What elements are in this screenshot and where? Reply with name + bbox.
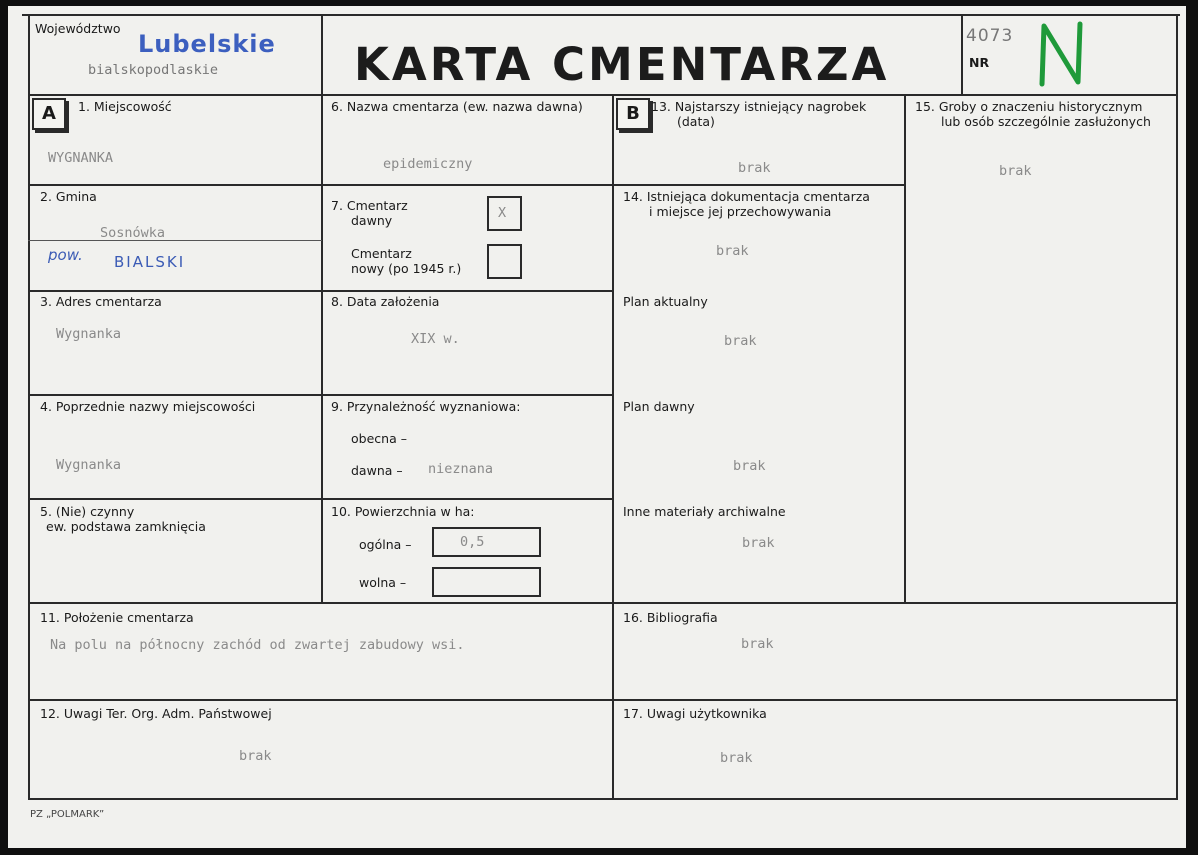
field-10-wolna: wolna – — [359, 575, 407, 590]
line — [28, 798, 1178, 800]
checkbox-dawny-mark: X — [498, 205, 507, 221]
handwritten-pow: pow. — [48, 246, 83, 264]
cemetery-card — [8, 6, 1186, 848]
plan-dawny-label: Plan dawny — [623, 399, 695, 414]
field-10-ogolna: ogólna – — [359, 537, 412, 552]
field-14-label: 14. Istniejąca dokumentacja cmentarza — [623, 189, 870, 204]
field-4-value: Wygnanka — [56, 457, 122, 473]
line — [22, 14, 1180, 16]
field-15-value: brak — [999, 163, 1032, 179]
field-1-value: WYGNANKA — [48, 150, 114, 166]
field-8-value: XIX w. — [411, 331, 460, 347]
field-5-label: 5. (Nie) czynny — [40, 504, 135, 519]
field-11-label: 11. Położenie cmentarza — [40, 610, 194, 625]
line — [321, 394, 613, 396]
section-b-badge: B — [616, 98, 650, 130]
plan-aktualny-label: Plan aktualny — [623, 294, 708, 309]
page-title: KARTA CMENTARZA — [354, 38, 890, 91]
line — [28, 94, 1178, 96]
field-1-label: 1. Miejscowość — [78, 99, 172, 114]
checkbox-nowy — [487, 244, 522, 279]
field-2-label: 2. Gmina — [40, 189, 97, 204]
wojewodztwo-label: Województwo — [35, 21, 121, 36]
green-marker-n — [1036, 20, 1086, 88]
nr-pencil: 4073 — [966, 26, 1014, 46]
printer-imprint: PZ „POLMARK” — [30, 809, 105, 820]
wojewodztwo-value: bialskopodlaskie — [88, 62, 219, 78]
field-6-value: epidemiczny — [383, 156, 473, 172]
province-stamp: Lubelskie — [138, 30, 276, 58]
wolna-box — [432, 567, 541, 597]
field-14-value: brak — [716, 243, 749, 259]
field-16-label: 16. Bibliografia — [623, 610, 718, 625]
handwritten-bialski: BIALSKI — [114, 253, 186, 271]
field-9-dawna: dawna – — [351, 463, 403, 478]
field-7-nowy: nowy (po 1945 r.) — [351, 261, 462, 276]
field-13-value: brak — [738, 160, 771, 176]
section-a-badge: A — [32, 98, 66, 130]
line — [28, 240, 322, 241]
line — [28, 14, 30, 800]
field-9-obecna: obecna – — [351, 431, 407, 446]
field-7-cmentarz: Cmentarz — [351, 246, 412, 261]
field-12-value: brak — [239, 748, 272, 764]
field-10-label: 10. Powierzchnia w ha: — [331, 504, 475, 519]
field-3-label: 3. Adres cmentarza — [40, 294, 162, 309]
field-5-sublabel: ew. podstawa zamknięcia — [46, 519, 206, 534]
field-17-label: 17. Uwagi użytkownika — [623, 706, 767, 721]
field-7-label: 7. Cmentarz — [331, 198, 408, 213]
ogolna-box — [432, 527, 541, 557]
field-6-label: 6. Nazwa cmentarza (ew. nazwa dawna) — [331, 99, 583, 114]
line — [28, 184, 322, 186]
field-16-value: brak — [741, 636, 774, 652]
field-12-label: 12. Uwagi Ter. Org. Adm. Państwowej — [40, 706, 272, 721]
line — [321, 184, 613, 186]
line — [321, 290, 613, 292]
field-4-label: 4. Poprzednie nazwy miejscowości — [40, 399, 256, 414]
field-9-label: 9. Przynależność wyznaniowa: — [331, 399, 521, 414]
field-17-value: brak — [720, 750, 753, 766]
field-10-ogolna-value: 0,5 — [460, 534, 485, 550]
plan-dawny-value: brak — [733, 458, 766, 474]
field-13-sublabel: (data) — [677, 114, 715, 129]
line — [321, 14, 323, 604]
field-14-sublabel: i miejsce jej przechowywania — [649, 204, 832, 219]
field-3-value: Wygnanka — [56, 326, 122, 342]
line — [904, 94, 906, 602]
line — [1176, 14, 1178, 800]
line — [28, 699, 1178, 701]
field-15-label: 15. Groby o znaczeniu historycznym — [915, 99, 1143, 114]
line — [612, 94, 614, 800]
field-9-dawna-value: nieznana — [428, 461, 494, 477]
field-7-dawny: dawny — [351, 213, 393, 228]
plan-aktualny-value: brak — [724, 333, 757, 349]
checkbox-dawny — [487, 196, 522, 231]
inne-materialy-value: brak — [742, 535, 775, 551]
line — [961, 14, 963, 94]
field-11-value: Na polu na północny zachód od zwartej zabudowy wsi. — [50, 637, 465, 653]
line — [28, 394, 322, 396]
field-13-label: 13. Najstarszy istniejący nagrobek — [651, 99, 867, 114]
field-15-sublabel: lub osób szczególnie zasłużonych — [941, 114, 1151, 129]
field-8-label: 8. Data założenia — [331, 294, 440, 309]
line — [612, 184, 905, 186]
line — [321, 498, 613, 500]
field-2-value: Sosnówka — [100, 225, 166, 241]
nr-label: NR — [969, 55, 990, 70]
line — [28, 290, 322, 292]
inne-materialy-label: Inne materiały archiwalne — [623, 504, 786, 519]
line — [28, 498, 322, 500]
line — [28, 602, 1178, 604]
